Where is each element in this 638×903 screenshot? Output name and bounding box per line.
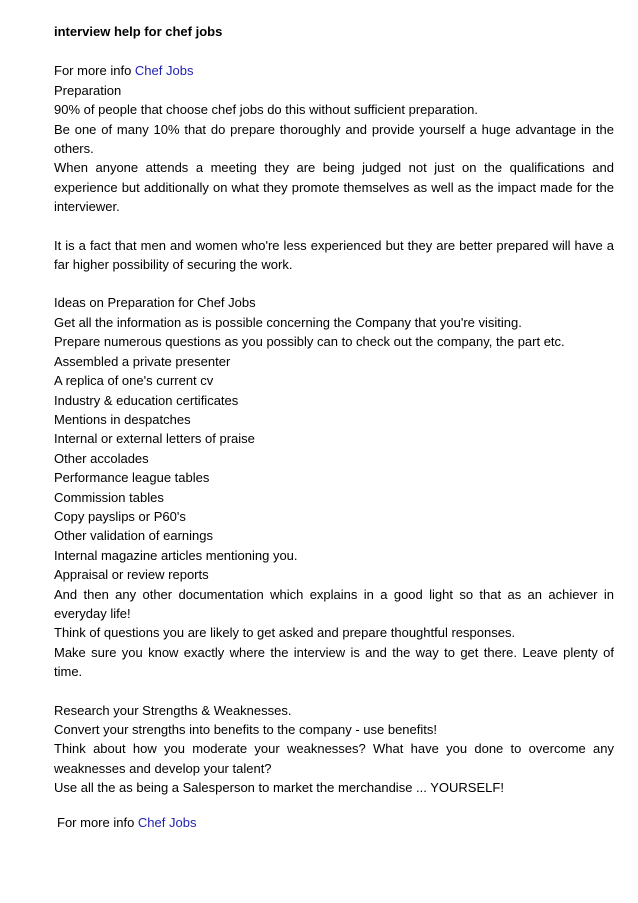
ideas-item: Make sure you know exactly where the interview is and the way to get there. Leave plenty of time. <box>54 644 614 680</box>
ideas-item: And then any other documentation which explains in a good light so that as an achiever in everyday life! <box>54 586 614 621</box>
ideas-item: Prepare numerous questions as you possibly can to check out the company, the part etc. <box>54 334 565 350</box>
ideas-item: Copy payslips or P60's <box>54 508 186 524</box>
intro-paragraph-0: Preparation <box>54 82 122 98</box>
more-info-prefix: For more info <box>54 63 135 79</box>
footer-chef-jobs-link[interactable]: Chef Jobs <box>137 815 197 830</box>
ideas-item: Internal magazine articles mentioning you. <box>54 547 298 563</box>
ideas-item: Get all the information as is possible concerning the Company that you're visiting. <box>54 314 522 330</box>
ideas-item: Commission tables <box>54 489 164 505</box>
intro-paragraph-3: When anyone attends a meeting they are being judged not just on the qualifications and experience but additionally on what they promote themselves as well as the impact made for the interviewer. <box>54 160 614 215</box>
ideas-item: Other accolades <box>54 450 149 466</box>
ideas-item: Performance league tables <box>54 470 210 486</box>
chef-jobs-link[interactable]: Chef Jobs <box>134 63 194 79</box>
spacer <box>54 217 614 236</box>
ideas-item: A replica of one's current cv <box>54 373 214 389</box>
ideas-item: Assembled a private presenter <box>54 353 231 369</box>
footer-prefix: For more info <box>57 815 138 830</box>
ideas-heading: Ideas on Preparation for Chef Jobs <box>54 295 256 311</box>
document-page <box>54 22 614 798</box>
document-title: interview help for chef jobs <box>54 24 223 39</box>
research-item: Think about how you moderate your weaknesses? What have you done to overcome any weaknesses and develop your talent? <box>54 741 614 776</box>
ideas-item: Appraisal or review reports <box>54 567 209 583</box>
research-item: Convert your strengths into benefits to the company - use benefits! <box>54 722 437 737</box>
footer-more-info <box>57 813 196 832</box>
more-info-line <box>54 61 614 80</box>
fact-paragraph: It is a fact that men and women who're less experienced but they are better prepared will have a far higher possibility of securing the work. <box>54 237 614 273</box>
ideas-item: Internal or external letters of praise <box>54 431 255 447</box>
ideas-item: Other validation of earnings <box>54 528 213 544</box>
spacer <box>54 274 614 293</box>
ideas-item: Think of questions you are likely to get asked and prepare thoughtful responses. <box>54 625 516 641</box>
intro-paragraph-1: 90% of people that choose chef jobs do this without sufficient preparation. <box>54 102 478 118</box>
ideas-item: Mentions in despatches <box>54 411 191 427</box>
research-heading: Research your Strengths & Weaknesses. <box>54 702 292 718</box>
ideas-item: Industry & education certificates <box>54 392 239 408</box>
intro-paragraph-2: Be one of many 10% that do prepare thoroughly and provide yourself a huge advantage in the others. <box>54 121 614 157</box>
research-item: Use all the as being a Salesperson to market the merchandise ... YOURSELF! <box>54 780 504 796</box>
spacer <box>54 682 614 701</box>
